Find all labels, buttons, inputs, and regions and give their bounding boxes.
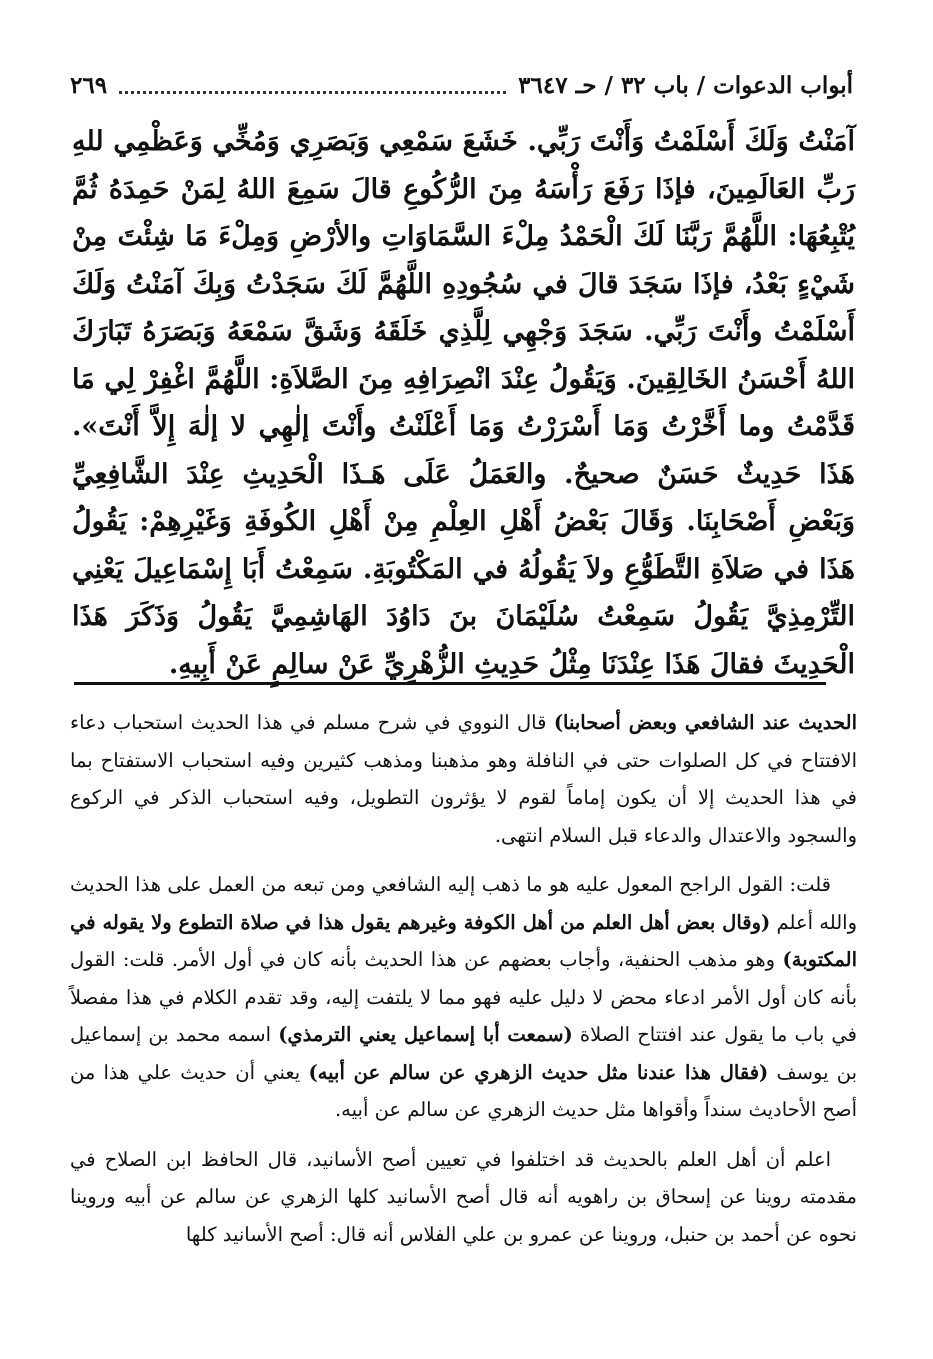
note-1-text: قال النووي في شرح مسلم في هذا الحديث استحباب دعاء الافتتاح في كل الصلوات حتى في النافلة وهو مذهبنا ومذهب كثيرين وفيه استحباب الاستفتاح بما في هذا الحديث إلا أن يكون إماماً لقوم لا يؤثرون التطويل، وفيه استحباب الذكر في الركوع والسجود والاعتدال والدعاء قبل السلام انتهى. (70, 711, 857, 847)
note-3-text: اعلم أن أهل العلم بالحديث قد اختلفوا في تعيين أصح الأسانيد، قال الحافظ ابن الصلاح في مقدمته روينا عن إسحاق بن راهويه أنه قال أصح الأسانيد كلها الزهري عن سالم عن أبيه وروينا نحوه عن أحمد بن حنبل، وروينا عن عمرو بن علي الفلاس أنه قال: أصح الأسانيد كلها (70, 1147, 857, 1246)
running-header (70, 62, 853, 108)
hadith-main-text (72, 118, 855, 688)
footnote-separator (74, 682, 826, 685)
chapter-reference: أبواب الدعوات / باب ٣٢ / حـ ٣٦٤٧ (518, 71, 853, 99)
note-paragraph-1 (70, 704, 857, 854)
note-2-text-4: يعني أن حديث علي هذا من أصح الأحاديث سنداً وأقواها مثل حديث الزهري عن سالم عن أبيه. (70, 1060, 857, 1121)
note-2-quote-3: (فقال هذا عندنا مثل حديث الزهري عن سالم عن أبيه) (308, 1060, 769, 1084)
note-2-quote-2: (سمعت أبا إسماعيل يعني الترمذي) (278, 1023, 573, 1046)
note-2-quote-1: (وقال بعض أهل العلم من أهل الكوفة وغيرهم يقول هذا في صلاة التطوع ولا يقوله في المكتوبة) (70, 910, 857, 971)
note-2-text-1: قلت: القول الراجح المعول عليه هو ما ذهب إليه الشافعي ومن تبعه من العمل على هذا الحديث والله أعلم (70, 873, 857, 934)
note-2-text-2: وهو مذهب الحنفية، وأجاب بعضهم عن هذا الحديث بأنه كان في أول الأمر. قلت: القول بأنه كان أول الأمر ادعاء محض لا دليل عليه فهو مما لا يلتفت إليه، وقد تقدم الكلام في هذا مفصلاً في باب ما يقول عند افتتاح الصلاة (70, 948, 857, 1046)
header-dot-leader (119, 81, 506, 94)
commentary-notes (70, 704, 857, 1265)
note-paragraph-2 (70, 866, 857, 1129)
hadith-paragraph: آمَنْتُ وَلَكَ أَسْلَمْتُ وَأَنْتَ رَبِّي. خَشَعَ سَمْعِي وَبَصَرِي وَمُخِّي وَعَظْمِي للهِ رَبِّ العَالَمِينَ، فإذَا رَفَعَ رَأْسَهُ مِنَ الرُّكُوعِ قالَ سَمِعَ اللهُ لِمَنْ حَمِدَهُ ثُمَّ يُتْبِعُهَا: اللَّهُمَّ رَبَّنَا لَكَ الْحَمْدُ مِلْءَ السَّمَاوَاتِ والأرْضِ وَمِلْءَ مَا شِئْتَ مِنْ شَيْءٍ بَعْدُ، فإذَا سَجَدَ قالَ في سُجُودِهِ اللَّهُمَّ لَكَ سَجَدْتُ وَبِكَ آمَنْتُ وَلَكَ أَسْلَمْتُ وأَنْتَ رَبِّي. سَجَدَ وَجْهِي لِلَّذِي خَلَقَهُ وَشَقَّ سَمْعَهُ وَبَصَرَهُ تَبَارَكَ اللهُ أَحْسَنُ الخَالِقِينَ. وَيَقُولُ عِنْدَ انْصِرَافِهِ مِنَ الصَّلاَةِ: اللَّهُمَّ اغْفِرْ لِي مَا قَدَّمْتُ وما أَخَّرْتُ وَمَا أَسْرَرْتُ وَمَا أَعْلَنْتُ وأَنْتَ إلٰهِي لا إلٰهَ إِلاَّ أَنْتَ». هَذَا حَدِيثٌ حَسَنٌ صحيحٌ. والعَمَلُ عَلَى هَـذَا الْحَدِيثِ عِنْدَ الشَّافِعِيِّ وَبَعْضِ أَصْحَابِنَا. وَقَالَ بَعْضُ أَهْلِ العِلْمِ مِنْ أَهْلِ الكُوفَةِ وَغَيْرِهِمْ: يَقُولُ هَذَا في صَلاَةِ التَّطَوُّعِ ولاَ يَقُولُهُ في المَكْتُوبَةِ. سَمِعْتُ أَبَا إِسْمَاعِيلَ يَعْنِي التِّرْمِذِيَّ يَقُولُ سَمِعْتُ سُلَيْمَانَ بنَ دَاوُدَ الهَاشِمِيَّ يَقُولُ وَذَكَرَ هَذَا الْحَدِيثَ فقالَ هَذَا عِنْدَنَا مِثْلُ حَدِيثِ الزُّهْرِيِّ عَنْ سالِمٍ عَنْ أَبِيهِ. (72, 126, 855, 680)
note-1-quote: الحديث عند الشافعي وبعض أصحابنا) (553, 711, 857, 734)
note-paragraph-3 (70, 1141, 857, 1254)
page-number: ٢٦٩ (70, 71, 108, 99)
note-2-text-3: اسمه محمد بن إسماعيل بن يوسف (70, 1023, 857, 1084)
